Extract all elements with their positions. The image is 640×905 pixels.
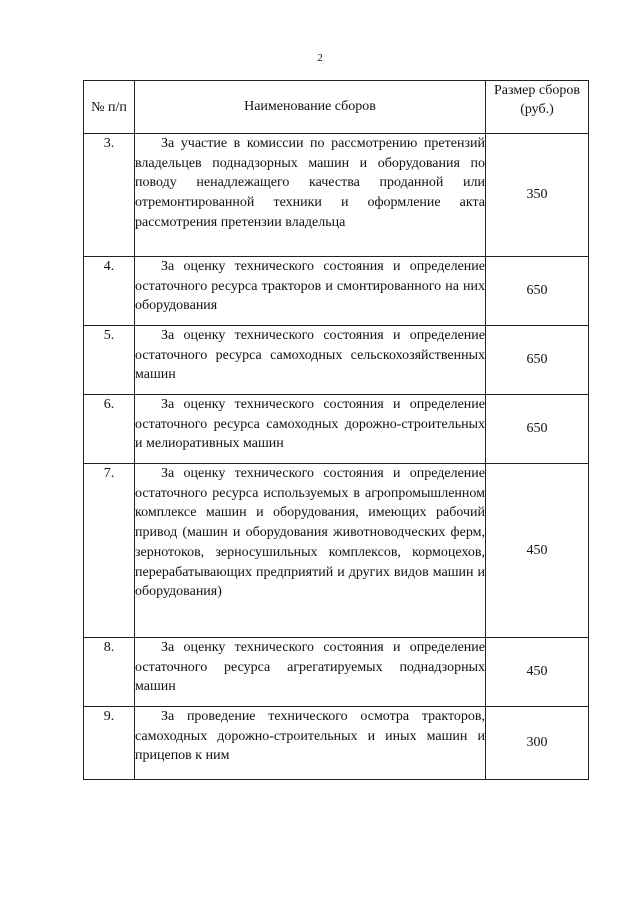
row-number: 5. [84, 326, 135, 395]
row-name [135, 134, 486, 257]
row-name-text: За оценку технического состояния и определение остаточного ресурса тракторов и смонтированного на них оборудования [135, 259, 485, 314]
row-fee: 350 [486, 134, 589, 257]
fees-table [83, 80, 589, 780]
row-fee: 650 [486, 326, 589, 395]
row-number: 7. [84, 464, 135, 638]
row-number: 4. [84, 257, 135, 326]
table-header-row [84, 81, 589, 134]
table-row [84, 464, 589, 638]
row-name-text: За оценку технического состояния и определение остаточного ресурса агрегатируемых поднадзорных машин [135, 640, 485, 695]
header-number: № п/п [84, 81, 135, 134]
row-name-text: За участие в комиссии по рассмотрению претензий владельцев поднадзорных машин и оборудования по поводу ненадлежащего качества проданной или отремонтированной техники и оформление акта рассмотрения претензии владельца [135, 136, 485, 230]
table-row [84, 707, 589, 780]
row-fee: 450 [486, 464, 589, 638]
row-name [135, 326, 486, 395]
table-row [84, 257, 589, 326]
row-name [135, 257, 486, 326]
table-row [84, 395, 589, 464]
row-fee: 650 [486, 395, 589, 464]
row-number: 9. [84, 707, 135, 780]
row-name [135, 707, 486, 780]
row-number: 3. [84, 134, 135, 257]
table-row [84, 638, 589, 707]
row-fee: 300 [486, 707, 589, 780]
row-name [135, 395, 486, 464]
row-number: 8. [84, 638, 135, 707]
row-name-text: За оценку технического состояния и определение остаточного ресурса самоходных сельскохозяйственных машин [135, 328, 485, 383]
row-fee: 450 [486, 638, 589, 707]
row-name-text: За оценку технического состояния и определение остаточного ресурса самоходных дорожно-строительных и мелиоративных машин [135, 397, 485, 452]
row-name [135, 464, 486, 638]
header-fee: Размер сборов (руб.) [486, 81, 589, 134]
table-row [84, 326, 589, 395]
header-name: Наименование сборов [135, 81, 486, 134]
row-number: 6. [84, 395, 135, 464]
row-fee: 650 [486, 257, 589, 326]
page-number: 2 [317, 52, 323, 64]
row-name-text: За оценку технического состояния и определение остаточного ресурса используемых в агропромышленном комплексе машин и оборудования, имеющих рабочий привод (машин и оборудования животноводческих ферм, зернотоков, зерносушильных комплексов, кормоцехов, перерабатывающих предприятий и других видов машин и оборудования) [135, 466, 485, 600]
row-name-text: За проведение технического осмотра тракторов, самоходных дорожно-строительных и иных машин и прицепов к ним [135, 709, 485, 764]
table-row [84, 134, 589, 257]
row-name [135, 638, 486, 707]
